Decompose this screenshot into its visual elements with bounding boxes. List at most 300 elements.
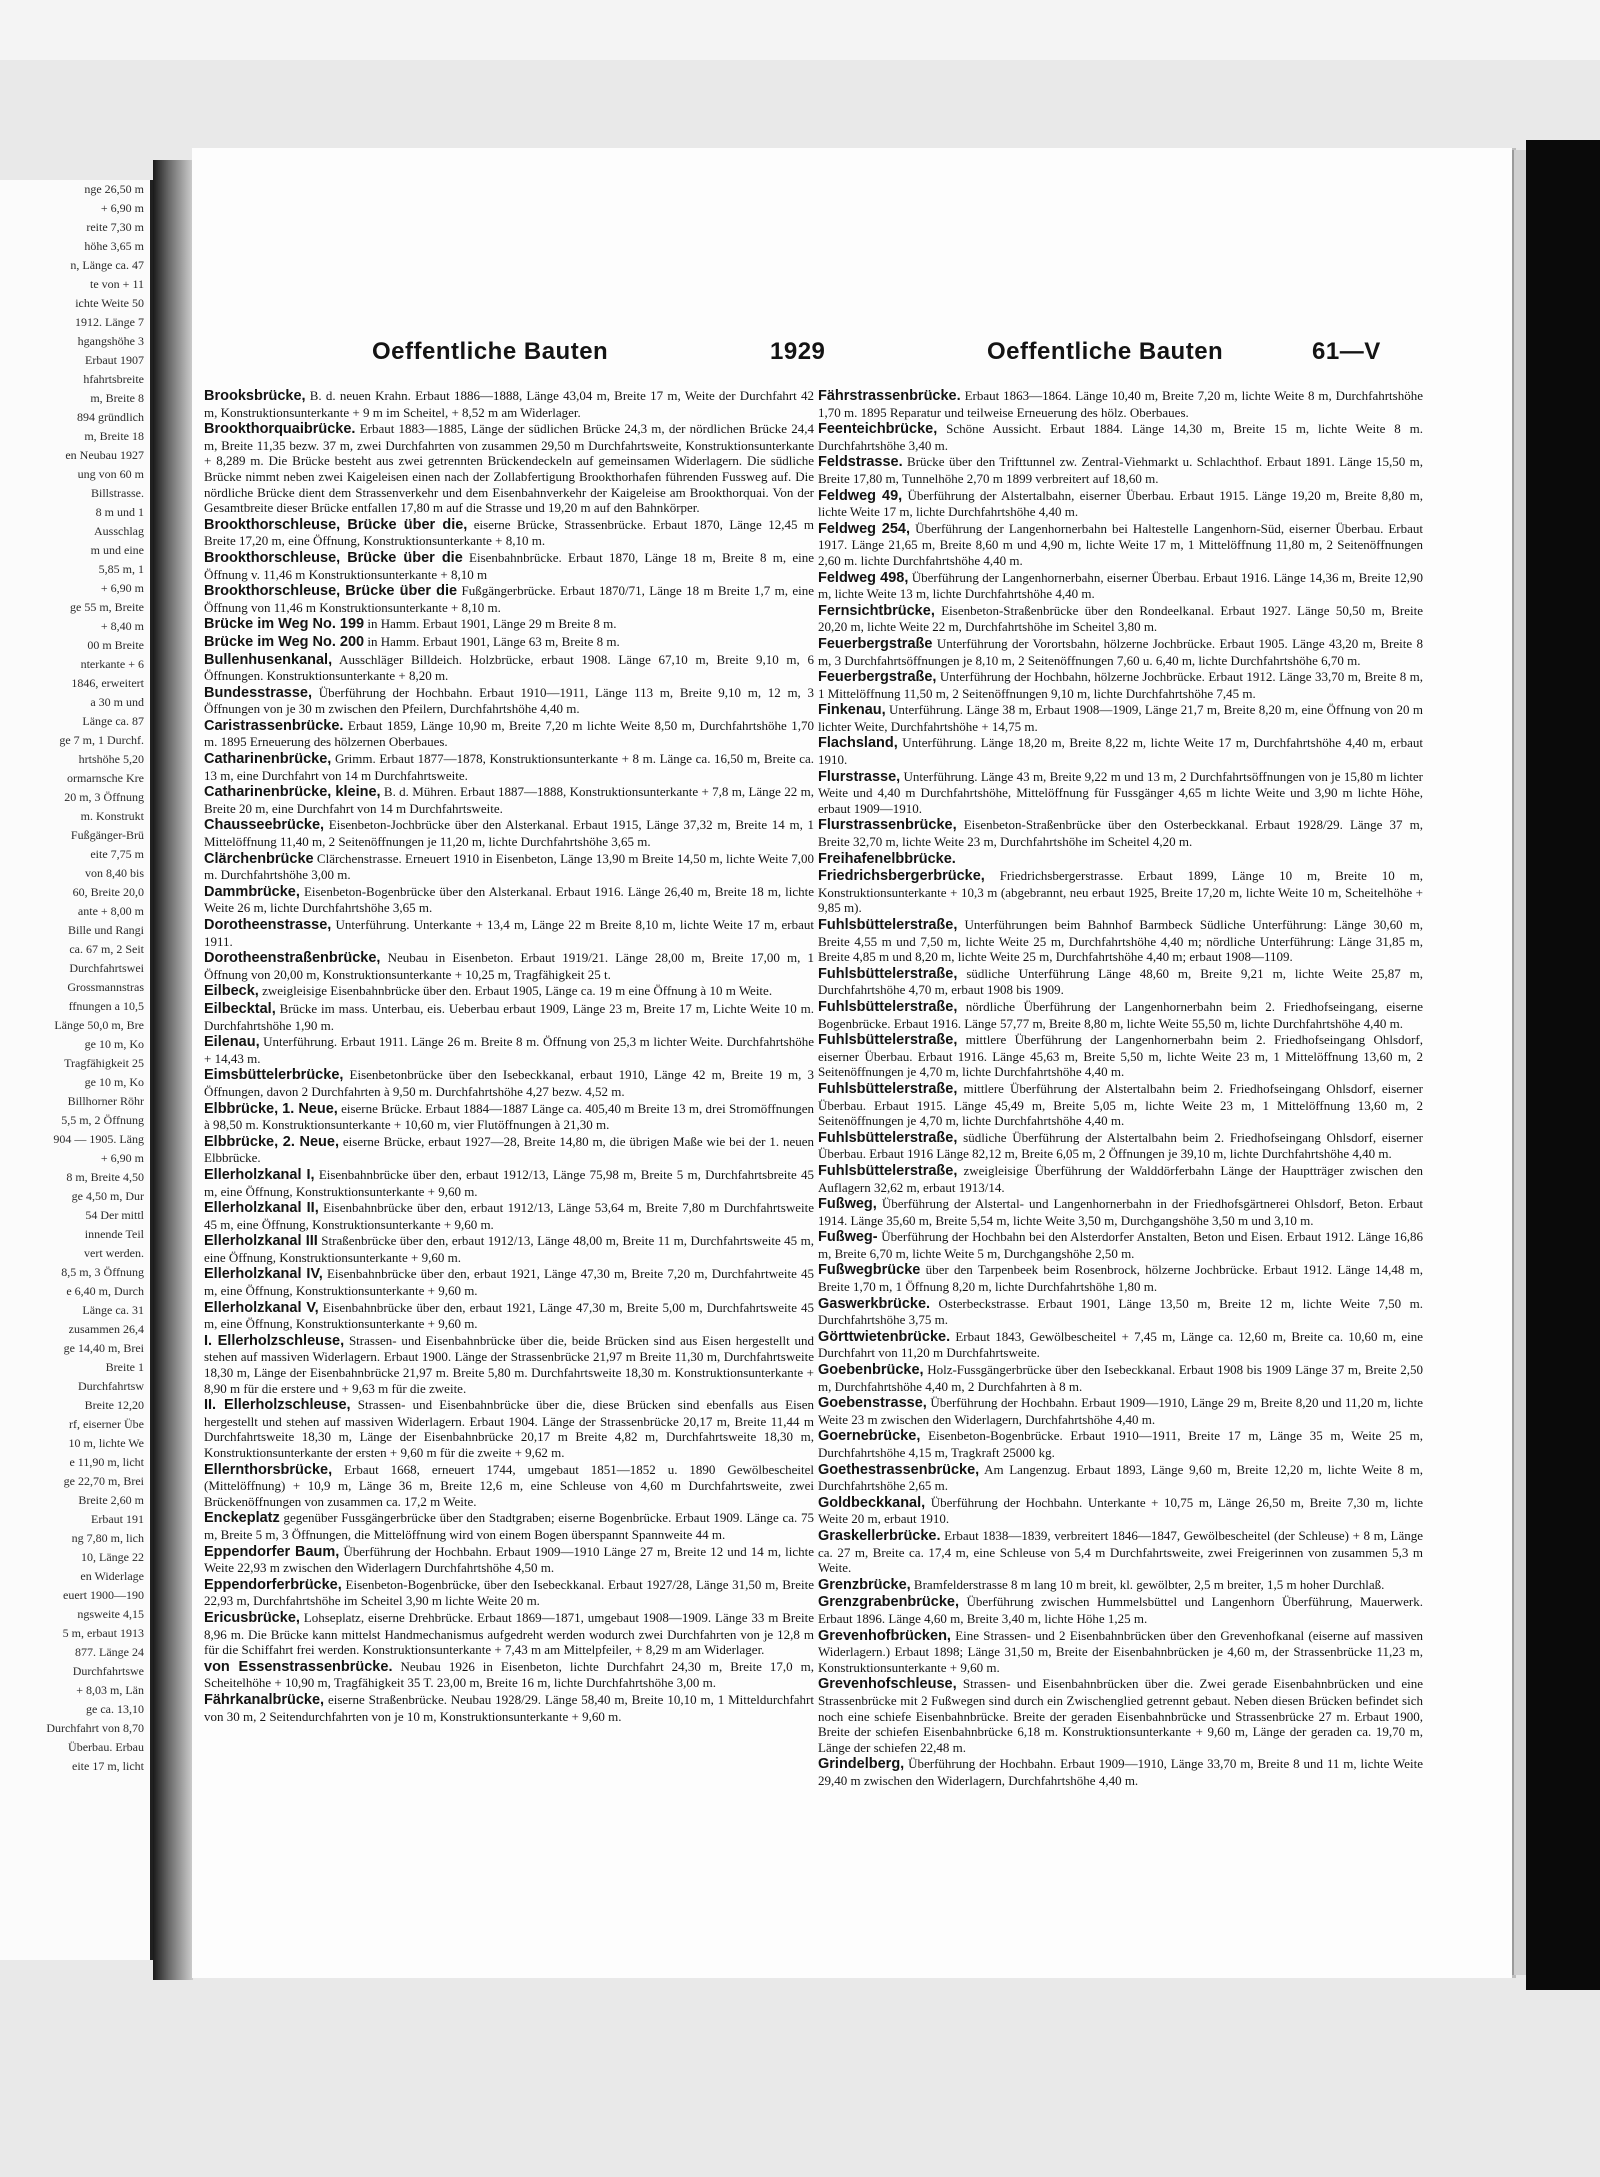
header-right-title: Oeffentliche Bauten bbox=[987, 338, 1224, 365]
entry-text: Erbaut 1843, Gewölbescheitel + 7,45 m, Länge ca. 12,60 m, Breite ca. 10,60 m, eine Durchfahrt von 11,20 m Durchfahrtsweite. bbox=[818, 1328, 1423, 1361]
entry-text: Erbaut 1838—1839, verbreitert 1846—1847, Gewölbescheitel (der Schleuse) + 8 m, Länge ca. 27 m, Breite ca. 17,4 m, eine Schleuse von 5,4 m Durchfahrtsweite, zwei Freigerinnen von zusammen 5,3 m Weite. bbox=[818, 1527, 1424, 1576]
bridge-entry bbox=[204, 1510, 814, 1542]
entry-text: Unterführung der Hochbahn, hölzerne Jochbrücke. Erbaut 1912. Länge 33,70 m, Breite 8 m, 1 Mittelöffnung 11,50 m, 2 Seitenöffnungen 9,10 m, lichte Durchfahrtshöhe 7,45 m. bbox=[818, 669, 1423, 701]
bridge-entry bbox=[204, 583, 814, 615]
entry-text: Fußgängerbrücke. Erbaut 1870/71, Länge 18 m Breite 1,7 m, eine Öffnung von 11,46 m Konstruktionsunterkante + 8,10 m. bbox=[204, 583, 815, 615]
entry-text: Überführung der Hochbahn. Unterkante + 10,75 m, Länge 26,50 m, Breite 7,30 m, lichte Weite 20 m, erbaut 1910. bbox=[818, 1494, 1423, 1527]
entry-text: Holz-Fussgängerbrücke über den Isebeckkanal. Erbaut 1908 bis 1909 Länge 37 m, Breite 2,50 m, Durchfahrtshöhe 4,40 m, 2 Durchfahrten à 8 m. bbox=[818, 1362, 1423, 1394]
bridge-entry bbox=[204, 517, 814, 549]
bridge-entry bbox=[204, 1134, 814, 1166]
bridge-entry bbox=[204, 1300, 814, 1332]
left-page-line: ge 22,70 m, Brei bbox=[63, 1474, 144, 1488]
left-page-line: 10 m, lichte We bbox=[68, 1436, 144, 1450]
entry-name: Grenzbrücke, bbox=[818, 1576, 911, 1593]
entry-text: B. d. neuen Krahn. Erbaut 1886—1888, Länge 43,04 m, Breite 17 m, Weite der Durchfahrt 42 m, Konstruktionsunterkante + 9 m im Scheitel, + 8,52 m am Widerlager. bbox=[204, 388, 814, 420]
bridge-entry bbox=[204, 652, 814, 684]
left-page-line: 5,5 m, 2 Öffnung bbox=[61, 1113, 144, 1127]
entry-text: Eisenbeton-Jochbrücke über den Alsterkanal. Erbaut 1915, Länge 37,32 m, Breite 14 m, 1 Mittelöffnung 11,40 m, 2 Seitenöffnungen je 11,20 m, lichte Durchfahrtshöhe 3,65 m. bbox=[204, 817, 814, 850]
entry-name: Ellerholzkanal II, bbox=[204, 1200, 319, 1217]
bridge-entry bbox=[204, 817, 814, 849]
entry-text: Eisenbeton-Bogenbrücke, über den Isebeckkanal. Erbaut 1927/28, Länge 31,50 m, Breite 22,93 m, Durchfahrtshöhe im Scheitel 3,90 m lichte Weite 20 m. bbox=[204, 1576, 815, 1609]
entry-text: mittlere Überführung der Alstertalbahn beim 2. Friedhofseingang Ohlsdorf, eiserner Überbau. Erbaut 1915. Länge 45,49 m, Breite 5,05 m, lichte Weite 23 m, 1 Mittelöffnung 13,60 m, 2 Seitenöffnungen je 4,70 m, lichte Durchfahrtshöhe 4,40 m. bbox=[818, 1080, 1423, 1129]
entry-name: Goebenstrasse, bbox=[818, 1395, 927, 1412]
left-page-line: ge 10 m, Ko bbox=[84, 1037, 144, 1051]
left-page-line: 1846, erweitert bbox=[71, 676, 144, 690]
entry-text: Bramfelderstrasse 8 m lang 10 m breit, kl. gewölbter, 2,5 m breiter, 1,5 m hoher Durchlaß. bbox=[913, 1576, 1385, 1592]
left-page-line: Ausschlag bbox=[94, 524, 144, 538]
entry-name: Grindelberg, bbox=[818, 1756, 905, 1773]
entry-text: Überführung der Langenhornerbahn bei Haltestelle Langenhorn-Süd, eiserner Überbau. Erbaut 1917. Länge 21,65 m, Breite 8,60 m und 4,90 m, lichte Weite 17 m, 1 Mittelöffnung 11,80 m, 2 Seitenöffnungen 2,60 m. lichte Durchfahrtshöhe 4,40 m. bbox=[818, 520, 1424, 568]
entry-name: Elbbrücke, 1. Neue, bbox=[204, 1100, 338, 1117]
entry-name: Finkenau, bbox=[818, 702, 886, 719]
entry-text: in Hamm. Erbaut 1901, Länge 29 m Breite 8 m. bbox=[367, 616, 617, 632]
left-page-line: 54 Der mittl bbox=[85, 1208, 144, 1222]
left-page-line: ge ca. 13,10 bbox=[86, 1702, 144, 1716]
entry-name: Eppendorfer Baum, bbox=[204, 1543, 340, 1560]
entry-name: Brookthorschleuse, Brücke über die bbox=[204, 549, 463, 566]
bridge-entry bbox=[818, 702, 1423, 734]
bridge-entry bbox=[204, 421, 814, 516]
bridge-entry bbox=[204, 851, 814, 883]
left-page-line: 8 m, Breite 4,50 bbox=[66, 1170, 144, 1184]
entry-name: Feldweg 49, bbox=[818, 487, 903, 504]
left-page-line: euert 1900—190 bbox=[63, 1588, 144, 1602]
entry-name: Feldweg 498, bbox=[818, 569, 909, 586]
entry-name: Feenteichbrücke, bbox=[818, 421, 938, 438]
left-page-line: ca. 67 m, 2 Seit bbox=[69, 942, 144, 956]
entry-text: Straßenbrücke über den, erbaut 1912/13, Länge 48,00 m, Breite 11 m, Durchfahrtsweite 45 m, eine Öffnung, Konstruktionsunterkante + 9,60 m. bbox=[204, 1233, 814, 1265]
left-page-line: ge 55 m, Breite bbox=[70, 600, 144, 614]
left-page-line: e 11,90 m, licht bbox=[69, 1455, 144, 1469]
bridge-entry bbox=[204, 950, 814, 982]
entry-text: Grimm. Erbaut 1877—1878, Konstruktionsunterkante + 8 m. Länge ca. 16,50 m, Breite ca. 13 m, eine Durchfahrt von 14 m Durchfahrtsweite. bbox=[204, 751, 815, 783]
entry-name: Fährstrassenbrücke. bbox=[818, 388, 961, 404]
entry-name: Fuhlsbüttelerstraße, bbox=[818, 965, 958, 982]
entry-name: Feuerbergstraße, bbox=[818, 669, 937, 686]
left-page-line: Billhorner Röhr bbox=[67, 1094, 144, 1108]
left-page-line: rf, eiserner Übe bbox=[69, 1417, 144, 1431]
book-gutter bbox=[153, 160, 193, 1980]
entry-name: Gaswerkbrücke. bbox=[818, 1295, 931, 1312]
bridge-entry bbox=[204, 1333, 814, 1396]
left-page-line: Erbaut 1907 bbox=[85, 353, 144, 367]
left-page-line: 00 m Breite bbox=[87, 638, 144, 652]
bridge-entry bbox=[818, 1081, 1423, 1129]
entry-text: gegenüber Fussgängerbrücke über den Stadtgraben; eiserne Bogenbrücke. Erbaut 1909. Länge ca. 75 m, Breite 5 m, 3 Öffnungen, die Mittelöffnung wird von einem Bogen überspannt Spannweite 44 m. bbox=[204, 1510, 815, 1542]
bridge-entry bbox=[204, 1001, 814, 1033]
scan-border bbox=[1526, 140, 1600, 1990]
entry-text: Erbaut 1859, Länge 10,90 m, Breite 7,20 m lichte Weite 8,50 m, Durchfahrtshöhe 1,70 m. 1895 Erneuerung des hölzernen Oberbaues. bbox=[204, 717, 814, 750]
left-page-line: zusammen 26,4 bbox=[68, 1322, 144, 1336]
left-page-line: Länge ca. 31 bbox=[82, 1303, 144, 1317]
entry-text: eiserne Brücke. Erbaut 1884—1887 Länge ca. 405,40 m Breite 13 m, drei Stromöffnungen à 98,50 m. Konstruktionsunterkante + 10,60 m, vier Flutöffnungen à 21,30 m. bbox=[204, 1100, 815, 1133]
bridge-entry bbox=[204, 751, 814, 783]
entry-name: Fuhlsbüttelerstraße, bbox=[818, 1080, 958, 1097]
bridge-entry bbox=[818, 851, 1423, 868]
bridge-entry bbox=[818, 1229, 1423, 1261]
entry-text: Erbaut 1863—1864. Länge 10,40 m, Breite 7,20 m, lichte Weite 8 m, Durchfahrtshöhe 1,70 m. 1895 Reparatur und teilweise Erneuerung des hölz. Oberbaues. bbox=[818, 388, 1424, 420]
entry-text: Überführung der Hochbahn. Erbaut 1909—1910 Länge 27 m, Breite 12 und 14 m, lichte Weite 22,93 m zwischen den Widerlagern Durchfahrtshöhe 4,50 m. bbox=[204, 1543, 815, 1576]
entry-text: Eisenbahnbrücke über den, erbaut 1912/13, Länge 75,98 m, Breite 5 m, Durchfahrtsbreite 45 m, eine Öffnung, Konstruktionsunterkante + 9,60 m. bbox=[204, 1166, 814, 1199]
left-page-line: te von + 11 bbox=[90, 277, 144, 291]
bridge-entry bbox=[818, 1362, 1423, 1394]
entry-text: Erbaut 1883—1885, Länge der südlichen Brücke 24,3 m, der nördlichen Brücke 24,4 m, Breite 11,35 bezw. 37 m, zwei Durchfahrten von zusammen 29,50 m Durchfahrtsweite, Konstruktionsunterkante + 8,289 m. Die Brücke besteht aus zwei getrennten Brückendeckeln auf gemeinsamen Widerlagern. Die südliche Brücke nimmt neben zwei Kaigeleisen einen nach der Zollabfertigung Brookthorhafen führenden Fussweg auf. Die nördliche Brücke dient dem Strassenverkehr und dem Eisenbahnverkehr der Kaigeleise am Brookthorquai. Von der Gesamtbreite dieser Brücke entfallen 17,80 m auf die Strasse und 19,20 m auf den Bahnkörper. bbox=[204, 421, 814, 516]
bridge-entry bbox=[204, 1233, 814, 1265]
left-page-line: 8 m und 1 bbox=[95, 505, 144, 519]
entry-text: südliche Überführung der Alstertalbahn beim 2. Friedhofseingang Ohlsdorf, eiserner Überbau. Erbaut 1916 Länge 82,12 m, Breite 6,05 m, 2 Öffnungen je 39,10 m, lichte Durchfahrtshöhe 4,40 m. bbox=[818, 1129, 1423, 1162]
entry-name: I. Ellerholzschleuse, bbox=[204, 1332, 345, 1349]
entry-name: Chausseebrücke, bbox=[204, 817, 325, 834]
left-page-line: ante + 8,00 m bbox=[77, 904, 144, 918]
entry-name: Flurstrasse, bbox=[818, 768, 901, 785]
left-page-line: Durchfahrtswei bbox=[69, 961, 144, 975]
entry-name: Brookthorschleuse, Brücke über die, bbox=[204, 516, 468, 533]
left-page-line: Länge ca. 87 bbox=[82, 714, 144, 728]
left-page-line: Überbau. Erbau bbox=[68, 1740, 144, 1754]
left-page-line: Länge 50,0 m, Bre bbox=[54, 1018, 144, 1032]
left-page-line: Breite 2,60 m bbox=[78, 1493, 144, 1507]
bridge-entry bbox=[818, 421, 1423, 453]
bridge-entry bbox=[818, 917, 1423, 965]
entry-name: Brücke im Weg No. 200 bbox=[204, 633, 365, 650]
bridge-entry bbox=[204, 1067, 814, 1099]
bridge-entry bbox=[818, 1594, 1423, 1626]
left-page-line: 5 m, erbaut 1913 bbox=[62, 1626, 144, 1640]
left-page-line: + 6,90 m bbox=[100, 1151, 144, 1165]
entry-text: Eisenbahnbrücke über den, erbaut 1912/13, Länge 53,64 m, Breite 7,80 m Durchfahrtsweite 45 m, eine Öffnung, Konstruktionsunterkante + 9,60 m. bbox=[204, 1200, 814, 1232]
bridge-entry bbox=[204, 634, 814, 651]
left-page-line: + 8,03 m, Län bbox=[76, 1683, 144, 1697]
bridge-entry bbox=[818, 1528, 1423, 1576]
entry-name: Goebenbrücke, bbox=[818, 1362, 924, 1379]
entry-name: Feuerbergstraße bbox=[818, 635, 933, 652]
left-page-line: reite 7,30 m bbox=[86, 220, 144, 234]
bridge-entry bbox=[204, 1167, 814, 1199]
entry-name: Fußweg- bbox=[818, 1229, 878, 1246]
bridge-entry bbox=[818, 636, 1423, 668]
left-page-line: ormarnsche Kre bbox=[67, 771, 144, 785]
entry-name: Dorotheenstraßenbrücke, bbox=[204, 950, 381, 967]
bridge-entry bbox=[204, 388, 814, 420]
entry-name: Freihafenelbbrücke. bbox=[818, 850, 956, 867]
entry-text: Eisenbeton-Bogenbrücke. Erbaut 1910—1911, Breite 17 m, Länge 35 m, Weite 25 m, Durchfahrtshöhe 4,15 m, Tragkraft 25000 kg. bbox=[818, 1428, 1423, 1460]
entry-text: Eine Strassen- und 2 Eisenbahnbrücken über den Grevenhofkanal (eiserne auf massiven Widerlagern.) Erbaut 1898; Länge 31,50 m, Breite der Eisenbahnbrücken je 4,60 m, der Strassenbrücke 11,23 m, Konstruktionsunterkante + 9,60 m. bbox=[818, 1627, 1424, 1675]
bridge-entry bbox=[818, 1577, 1423, 1594]
bridge-entry bbox=[204, 784, 814, 816]
left-page-line: Durchfahrtsw bbox=[78, 1379, 144, 1393]
entry-text: Strassen- und Eisenbahnbrücke über die, beide Brücken sind aus Eisen hergestellt und stehen auf massiven Widerlagern. Erbaut 1900. Länge der Strassenbrücke 21,97 m Breite 11,30 m, Durchfahrtsweite 18,30 m, Länge der Eisenbahnbrücke 21,97 m. Breite 5,80 m. Durchfahrtsweite 18,30 m. Konstruktionsunterkante + 8,90 m für die erstere und + 9,63 m für die zweite. bbox=[204, 1332, 815, 1396]
entry-name: Caristrassenbrücke. bbox=[204, 717, 344, 734]
left-page-line: a 30 m und bbox=[90, 695, 144, 709]
left-page-line: ge 7 m, 1 Durchf. bbox=[59, 733, 144, 747]
entry-name: Catharinenbrücke, bbox=[204, 751, 332, 768]
left-page-line: 877. Länge 24 bbox=[75, 1645, 144, 1659]
left-page-line: ng 7,80 m, lich bbox=[71, 1531, 144, 1545]
entry-text: zweigleisige Eisenbahnbrücke über den. Erbaut 1905, Länge ca. 19 m eine Öffnung à 10 m Weite. bbox=[262, 983, 773, 999]
bridge-entry bbox=[818, 1130, 1423, 1162]
entry-text: Überführung zwischen Hummelsbüttel und Langenhorn Überführung, Mauerwerk. Erbaut 1896. Länge 4,60 m, Breite 3,40 m, lichte Höhe 1,25 m. bbox=[818, 1594, 1424, 1626]
entry-name: Feldweg 254, bbox=[818, 520, 911, 537]
bridge-entry bbox=[818, 603, 1423, 635]
left-page-line: m. Konstrukt bbox=[80, 809, 144, 823]
entry-name: Brookthorschleuse, Brücke über die bbox=[204, 583, 458, 600]
entry-text: Brücke im mass. Unterbau, eis. Ueberbau erbaut 1909, Länge 23 m, Breite 17 m, Lichte Weite 10 m. Durchfahrtshöhe 1,90 m. bbox=[204, 1000, 815, 1033]
entry-text: Am Langenzug. Erbaut 1893, Länge 9,60 m, Breite 12,20 m, lichte Weite 8 m, Durchfahrtshöhe 2,65 m. bbox=[818, 1461, 1423, 1494]
left-page-line: 1912. Länge 7 bbox=[75, 315, 144, 329]
bridge-entry bbox=[818, 868, 1423, 916]
left-page-line: hgangshöhe 3 bbox=[77, 334, 144, 348]
entry-name: Ellerholzkanal IV, bbox=[204, 1266, 323, 1283]
entry-text: Eisenbahnbrücke. Erbaut 1870, Länge 18 m, Breite 8 m, eine Öffnung v. 11,46 m Konstruktionsunterkante + 8,10 m bbox=[204, 549, 815, 582]
left-page-line: + 6,90 m bbox=[100, 201, 144, 215]
scan-background bbox=[0, 0, 1600, 60]
entry-name: Ellerholzkanal I, bbox=[204, 1166, 315, 1183]
left-page-line: Bille und Rangi bbox=[68, 923, 144, 937]
entry-name: Grevenhofbrücken, bbox=[818, 1627, 951, 1644]
entry-text: Strassen- und Eisenbahnbrücken über die. Zwei gerade Eisenbahnbrücken und eine Strassenbrücke mit 2 Fußwegen sind durch ein Zwischenglied getrennt gebaut. Neben diesen Brücken befindet sich noch eine schiefe Eisenbahnbrücke. Breite der geraden Eisenbahnbrücke und Strassenbrücke 27 m. Erbaut 1900, Breite der schiefen Eisenbahnbrücke 6,18 m. Konstruktionsunterkante + 9,60 m, Länge der geraden ca. 19,70 m, Länge der schiefen 22,48 m. bbox=[818, 1676, 1424, 1755]
entry-name: Fährkanalbrücke, bbox=[204, 1691, 325, 1708]
bridge-entry bbox=[818, 1196, 1423, 1228]
left-page-line: innende Teil bbox=[84, 1227, 144, 1241]
left-page-line: höhe 3,65 m bbox=[84, 239, 144, 253]
left-page-line: n, Länge ca. 47 bbox=[70, 258, 144, 272]
left-page-line: ngsweite 4,15 bbox=[77, 1607, 144, 1621]
page-number: 61—V bbox=[1312, 338, 1381, 365]
left-page-line: nge 26,50 m bbox=[84, 182, 144, 196]
left-page-line: e 6,40 m, Durch bbox=[66, 1284, 144, 1298]
bridge-entry bbox=[204, 983, 814, 1000]
entry-text: B. d. Mühren. Erbaut 1887—1888, Konstruktionsunterkante + 7,8 m, Länge 22 m, Breite 20 m, eine Durchfahrt von 14 m Durchfahrtsweite. bbox=[204, 784, 814, 816]
left-page-line: m, Breite 8 bbox=[90, 391, 144, 405]
entry-name: Dammbrücke, bbox=[204, 883, 300, 900]
entry-text: Eisenbahnbrücke über den, erbaut 1921, Länge 47,30 m, Breite 7,20 m, Durchfahrtweite 45 m, eine Öffnung, Konstruktionsunterkante + 9,60 m. bbox=[204, 1266, 814, 1299]
left-page-line: ffnungen a 10,5 bbox=[68, 999, 144, 1013]
entry-name: Graskellerbrücke. bbox=[818, 1527, 941, 1544]
bridge-entry bbox=[204, 1034, 814, 1066]
bridge-entry bbox=[818, 735, 1423, 767]
entry-name: Fuhlsbüttelerstraße, bbox=[818, 917, 958, 933]
entry-name: Catharinenbrücke, kleine, bbox=[204, 784, 381, 801]
left-page-line: eite 7,75 m bbox=[90, 847, 144, 861]
entry-name: Görttwietenbrücke. bbox=[818, 1328, 951, 1345]
left-page-line: en Widerlage bbox=[80, 1569, 144, 1583]
left-page-line: ung von 60 m bbox=[77, 467, 144, 481]
bridge-entry bbox=[818, 488, 1423, 520]
bridge-entry bbox=[818, 521, 1423, 569]
entry-text: Unterführung. Unterkante + 13,4 m, Länge 22 m Breite 8,10 m, lichte Weite 17 m, erbaut 1911. bbox=[204, 917, 815, 949]
left-page-line: hrtshöhe 5,20 bbox=[78, 752, 144, 766]
bridge-entry bbox=[204, 1101, 814, 1133]
left-page-line: Fußgänger-Brü bbox=[70, 828, 144, 842]
entry-text: Lohseplatz, eiserne Drehbrücke. Erbaut 1869—1871, umgebaut 1908—1909. Länge 33 m Breite 8,96 m. Die Brücke kann mittelst Handmechanismus aufgedreht werden wodurch zwei Durchfahrten von je 12,8 m für die Schiffahrt frei werden. Konstruktionsunterkante + 7,43 m am Mittelpfeiler, + 8,29 m am Widerlager. bbox=[204, 1609, 814, 1658]
left-page-line: 60, Breite 20,0 bbox=[72, 885, 144, 899]
header-year: 1929 bbox=[770, 338, 826, 365]
entry-name: Eppendorferbrücke, bbox=[204, 1576, 342, 1593]
entry-text: Friedrichsbergerstrasse. Erbaut 1899, Länge 10 m, Breite 10 m, Konstruktionsunterkante + 10,3 m (abgebrannt, neu erbaut 1925, Breite 17,20 m, lichte Weite 10 m, Scheitelhöhe + 9,85 m). bbox=[818, 868, 1424, 916]
page-header bbox=[192, 338, 1512, 374]
bridge-entry bbox=[818, 1676, 1423, 1755]
bridge-entry bbox=[204, 550, 814, 582]
left-page-line: Breite 1 bbox=[105, 1360, 144, 1374]
entry-text: über den Tarpenbeek beim Rosenbrock, hölzerne Jochbrücke. Erbaut 1912. Länge 14,48 m, Breite 1,70 m, 1 Öffnung 8,20 m, lichte Durchfahrtshöhe 1,80 m. bbox=[818, 1262, 1423, 1295]
bridge-entry bbox=[818, 1163, 1423, 1195]
left-page-line: hfahrtsbreite bbox=[83, 372, 144, 386]
left-page-line: Durchfahrt von 8,70 bbox=[46, 1721, 144, 1735]
bridge-entry bbox=[818, 999, 1423, 1031]
bridge-entry bbox=[204, 884, 814, 916]
header-left-title: Oeffentliche Bauten bbox=[372, 338, 609, 365]
bridge-entry bbox=[818, 1032, 1423, 1080]
entry-name: Feldstrasse. bbox=[818, 454, 903, 471]
bridge-entry bbox=[204, 1692, 814, 1724]
entry-text: Unterführung. Erbaut 1911. Länge 26 m. Breite 8 m. Öffnung von 25,3 m lichter Weite. Durchfahrtshöhe + 14,43 m. bbox=[204, 1034, 814, 1066]
bridge-entry bbox=[204, 1610, 814, 1658]
entry-name: Fernsichtbrücke, bbox=[818, 602, 935, 619]
entry-name: Bundesstrasse, bbox=[204, 684, 312, 701]
bridge-entry bbox=[204, 685, 814, 717]
entry-text: Unterführung. Länge 18,20 m, Breite 8,22 m, lichte Weite 17 m, Durchfahrtshöhe 4,40 m, erbaut 1910. bbox=[818, 735, 1424, 768]
entry-text: Unterführung. Länge 38 m, Erbaut 1908—1909, Länge 21,7 m, Breite 8,20 m, eine Öffnung von 20 m lichter Weite, Durchfahrtshöhe + 14,75 m. bbox=[818, 702, 1424, 734]
left-page-line: en Neubau 1927 bbox=[65, 448, 144, 462]
bridge-entry bbox=[204, 1659, 814, 1691]
bridge-entry bbox=[818, 1395, 1423, 1427]
entry-name: II. Ellerholzschleuse, bbox=[204, 1397, 351, 1414]
entry-text: Eisenbeton-Straßenbrücke über den Rondeelkanal. Erbaut 1927. Länge 50,50 m, Breite 20,20 m, lichte Weite 22 m, Durchfahrtshöhe im Scheitel 3,80 m. bbox=[818, 602, 1424, 635]
entry-name: Fuhlsbüttelerstraße, bbox=[818, 1129, 958, 1146]
left-page-line: Durchfahrtswe bbox=[72, 1664, 144, 1678]
bridge-entry bbox=[204, 1200, 814, 1232]
left-page-line: vert werden. bbox=[84, 1246, 144, 1260]
bridge-entry bbox=[204, 616, 814, 633]
entry-name: Grenzgrabenbrücke, bbox=[818, 1594, 960, 1611]
entry-name: Brücke im Weg No. 199 bbox=[204, 616, 365, 633]
left-page-line: 8,5 m, 3 Öffnung bbox=[61, 1265, 144, 1279]
document-page bbox=[192, 148, 1512, 1978]
left-page-line: 894 gründlich bbox=[77, 410, 144, 424]
entry-text: Neubau in Eisenbeton. Erbaut 1919/21. Länge 28,00 m, Breite 17,00 m, 1 Öffnung von 20,00 m, Konstruktionsunterkante + 10,25 m, Tragfähigkeit 25 t. bbox=[204, 950, 814, 982]
entry-text: eiserne Straßenbrücke. Neubau 1928/29. Länge 58,40 m, Breite 10,10 m, 1 Mitteldurchfahrt von 30 m, 2 Seitendurchfahrten von je 10 m, Konstruktionsunterkante + 9,60 m. bbox=[204, 1691, 814, 1724]
entry-name: Brookthorquaibrücke. bbox=[204, 421, 356, 438]
entry-name: Fußwegbrücke bbox=[818, 1262, 921, 1279]
left-page-line: + 8,40 m bbox=[100, 619, 144, 633]
bridge-entry bbox=[818, 1756, 1423, 1788]
entry-name: Flachsland, bbox=[818, 735, 898, 752]
bridge-entry bbox=[818, 769, 1423, 817]
entry-name: Goldbeckkanal, bbox=[818, 1494, 926, 1511]
left-page-line: von 8,40 bis bbox=[84, 866, 144, 880]
entry-text: Überführung der Hochbahn. Erbaut 1909—1910, Länge 33,70 m, Breite 8 und 11 m, lichte Weite 29,40 m zwischen den Widerlagern, Durchfahrtshöhe 4,40 m. bbox=[818, 1756, 1423, 1788]
entry-text: Clärchenstrasse. Erneuert 1910 in Eisenbeton, Länge 13,90 m Breite 14,50 m, lichte Weite 7,00 m. Durchfahrtshöhe 3,00 m. bbox=[204, 850, 815, 883]
entry-text: Osterbeckstrasse. Erbaut 1901, Länge 13,50 m, Breite 12 m, lichte Weite 7,50 m. Durchfahrtshöhe 3,75 m. bbox=[818, 1295, 1423, 1328]
left-page-line: ge 4,50 m, Dur bbox=[71, 1189, 144, 1203]
entry-text: nördliche Überführung der Langenhornerbahn beim 2. Friedhofseingang, eiserne Bogenbrücke. Erbaut 1916. Länge 57,77 m, Breite 8,80 m, lichte Weite 55,50 m, lichte Durchfahrtshöhe 4,40 m. bbox=[818, 998, 1423, 1031]
entry-name: Bullenhusenkanal, bbox=[204, 651, 333, 668]
left-page-line: 20 m, 3 Öffnung bbox=[64, 790, 144, 804]
entry-name: Eilbeck, bbox=[204, 983, 259, 1000]
entry-text: Brücke über den Trifttunnel zw. Zentral-Viehmarkt u. Schlachthof. Erbaut 1891. Länge 15,50 m, Breite 17,80 m, Tunnelhöhe 2,70 m 1899 verbreitert auf 18,60 m. bbox=[818, 454, 1423, 486]
entry-name: Fuhlsbüttelerstraße, bbox=[818, 1162, 958, 1179]
left-column bbox=[204, 388, 814, 1725]
left-page-line: + 6,90 m bbox=[100, 581, 144, 595]
bridge-entry bbox=[818, 1296, 1423, 1328]
entry-text: Überführung der Hochbahn bei den Alsterdorfer Anstalten, Beton und Eisen. Erbaut 1912. Länge 16,86 m, Breite 6,70 m, lichte Weite 5 m, Durchgangshöhe 2,50 m. bbox=[818, 1229, 1423, 1261]
entry-name: Eilbecktal, bbox=[204, 1000, 276, 1017]
entry-text: Überführung der Alstertal- und Langenhornerbahn in der Friedhofsgärtnerei Ohlsdorf, Beton. Erbaut 1914. Länge 35,60 m, Breite 5,54 m, lichte Weite 3,50 m, Durchgangshöhe 3,50 m und 3,10 m. bbox=[818, 1196, 1424, 1228]
entry-name: Ellerholzkanal III bbox=[204, 1233, 318, 1250]
entry-text: Überführung der Alstertalbahn, eiserner Überbau. Erbaut 1915. Länge 19,20 m, Breite 8,80 m, lichte Weite 17 m, lichte Durchfahrtshöhe 4,40 m. bbox=[818, 487, 1423, 520]
left-page-line: ichte Weite 50 bbox=[75, 296, 144, 310]
left-page-line: ge 14,40 m, Brei bbox=[63, 1341, 144, 1355]
entry-name: Flurstrassenbrücke, bbox=[818, 817, 957, 834]
entry-text: südliche Unterführung Länge 48,60 m, Breite 9,21 m, lichte Weite 25,87 m, Durchfahrtshöhe 4,70 m, erbaut 1908 bis 1909. bbox=[818, 965, 1424, 998]
entry-name: Eimsbüttelerbrücke, bbox=[204, 1067, 344, 1084]
entry-text: eiserne Brücke, Strassenbrücke. Erbaut 1870, Länge 12,45 m Breite 17,20 m, eine Öffnung, Konstruktionsunterkante + 8,10 m. bbox=[204, 516, 815, 549]
bridge-entry bbox=[204, 718, 814, 750]
entry-text: Unterführungen beim Bahnhof Barmbeck Südliche Unterführung: Länge 30,60 m, Breite 4,55 m und 7,50 m, lichte Weite 25 m, Durchfahrtshöhe 4,40 m; nördliche Unterführung: Länge 31,85 m, Breite 4,85 m und 8,20 m, lichte Weite 25 m, Durchfahrtshöhe 4,40 m; erbaut 1908—1109. bbox=[818, 917, 1424, 965]
bridge-entry bbox=[818, 817, 1423, 849]
bridge-entry bbox=[818, 1329, 1423, 1361]
bridge-entry bbox=[204, 1462, 814, 1510]
entry-text: Ausschläger Billdeich. Holzbrücke, erbaut 1908. Länge 67,10 m, Breite 9,10 m, 6 Öffnungen. Konstruktionsunterkante + 8,20 m. bbox=[204, 651, 814, 684]
left-page-line: Tragfähigkeit 25 bbox=[64, 1056, 144, 1070]
entry-name: Dorotheenstrasse, bbox=[204, 917, 332, 933]
left-page-line: 10, Länge 22 bbox=[81, 1550, 144, 1564]
left-page-line: eite 17 m, licht bbox=[72, 1759, 144, 1773]
entry-text: Eisenbeton-Bogenbrücke über den Alsterkanal. Erbaut 1916. Länge 26,40 m, Breite 18 m, lichte Weite 26 m, lichte Durchfahrtshöhe 3,65 m. bbox=[204, 883, 814, 916]
entry-text: Schöne Aussicht. Erbaut 1884. Länge 14,30 m, Breite 15 m, lichte Weite 8 m. Durchfahrtshöhe 3,40 m. bbox=[818, 421, 1423, 453]
entry-text: Überführung der Hochbahn. Erbaut 1910—1911, Länge 113 m, Breite 9,10 m, 12 m, 3 Öffnungen von je 30 m zwischen den Pfeilern, Durchfahrtshöhe 4,40 m. bbox=[204, 684, 814, 717]
left-page-line: Erbaut 191 bbox=[91, 1512, 144, 1526]
entry-text: in Hamm. Erbaut 1901, Länge 63 m, Breite 8 m. bbox=[367, 633, 620, 649]
entry-name: Goernebrücke, bbox=[818, 1428, 921, 1445]
bridge-entry bbox=[818, 669, 1423, 701]
entry-name: Ericusbrücke, bbox=[204, 1609, 300, 1626]
entry-text: Unterführung der Vorortsbahn, hölzerne Jochbrücke. Erbaut 1905. Länge 43,20 m, Breite 8 m, 3 Durchfahrtsöffnungen je 8,10 m, 2 Seitenöffnungen 7,60 u. 6,40 m, lichte Durchfahrtshöhe 6,70 m. bbox=[818, 635, 1424, 668]
entry-name: Enckeplatz bbox=[204, 1510, 280, 1527]
bridge-entry bbox=[818, 454, 1423, 486]
bridge-entry bbox=[204, 1544, 814, 1576]
entry-text: Eisenbeton-Straßenbrücke über den Osterbeckkanal. Erbaut 1928/29. Länge 37 m, Breite 32,70 m, lichte Weite 23 m, Durchfahrtshöhe im Scheitel 4,20 m. bbox=[818, 817, 1424, 850]
left-page-line: Breite 12,20 bbox=[84, 1398, 144, 1412]
bridge-entry bbox=[818, 966, 1423, 998]
entry-name: Ellerholzkanal V, bbox=[204, 1299, 319, 1316]
entry-text: Überführung der Hochbahn. Erbaut 1909—1910, Länge 29 m, Breite 8,20 und 11,20 m, lichte Weite 23 m zwischen den Widerlagern, Durchfahrtshöhe 4,40 m. bbox=[818, 1395, 1423, 1427]
entry-name: Brooksbrücke, bbox=[204, 388, 306, 404]
bridge-entry bbox=[204, 1266, 814, 1298]
entry-name: Fußweg, bbox=[818, 1196, 877, 1213]
entry-text: Eisenbahnbrücke über den, erbaut 1921, Länge 47,30 m, Breite 5,00 m, Durchfahrtsweite 45 m, eine Öffnung, Konstruktionsunterkante + 9,60 m. bbox=[204, 1299, 815, 1332]
entry-text: zweigleisige Überführung der Walddörferbahn Länge der Hauptträger zwischen den Auflagern 32,62 m, erbaut 1913/14. bbox=[818, 1162, 1424, 1195]
left-page-line: m, Breite 18 bbox=[84, 429, 144, 443]
entry-text: Erbaut 1668, erneuert 1744, umgebaut 1851—1852 u. 1890 Gewölbescheitel (Mittelöffnung) + 10,9 m, Länge 36 m, Breite 12,6 m, eine Schleuse von 4,60 m Durchfahrtsweite, zwei Brückenöffnungen von zusammen ca. 17,2 m Weite. bbox=[204, 1461, 814, 1509]
entry-name: Friedrichsbergerbrücke, bbox=[818, 868, 985, 885]
bridge-entry bbox=[204, 1577, 814, 1609]
entry-name: Eilenau, bbox=[204, 1034, 260, 1051]
entry-name: von Essenstrassenbrücke. bbox=[204, 1658, 393, 1675]
bridge-entry bbox=[818, 570, 1423, 602]
entry-name: Clärchenbrücke bbox=[204, 850, 314, 867]
entry-name: Elbbrücke, 2. Neue, bbox=[204, 1133, 340, 1150]
left-page-line: Billstrasse. bbox=[91, 486, 144, 500]
entry-text: eiserne Brücke, erbaut 1927—28, Breite 14,80 m, die übrigen Maße wie bei der 1. neuen Elbbrücke. bbox=[204, 1133, 814, 1166]
entry-text: Eisenbetonbrücke über den Isebeckkanal, erbaut 1910, Länge 42 m, Breite 19 m, 3 Öffnungen, davon 2 Durchfahrten à 9,50 m. Durchfahrtshöhe 4,27 bezw. 4,52 m. bbox=[204, 1067, 815, 1099]
entry-name: Grevenhofschleuse, bbox=[818, 1676, 957, 1693]
entry-text: Strassen- und Eisenbahnbrücke über die, diese Brücken sind ebenfalls aus Eisen hergestellt und stehen auf massiven Widerlagern. Erbaut 1904. Länge der Strassenbrücke 20,17 m, Breite 11,44 m Durchfahrtsweite 18,30 m, Länge der Eisenbahnbrücke 20,17 m Breite 4,82 m, Durchfahrtsweite 18,30 m, Konstruktionsunterkante der ersten + 9,60 m für die zweite + 9,62 m. bbox=[204, 1397, 815, 1460]
entry-name: Ellernthorsbrücke, bbox=[204, 1461, 333, 1478]
entry-text: Unterführung. Länge 43 m, Breite 9,22 m und 13 m, 2 Durchfahrtsöffnungen von je 15,80 m lichter Weite und 4,40 m Durchfahrtshöhe, Mittelöffnung für Fussgänger 4,65 m lichte Weite und 3,90 m lichte Höhe, erbaut 1909—1910. bbox=[818, 768, 1423, 816]
left-page-line: nterkante + 6 bbox=[80, 657, 144, 671]
right-column bbox=[818, 388, 1423, 1789]
